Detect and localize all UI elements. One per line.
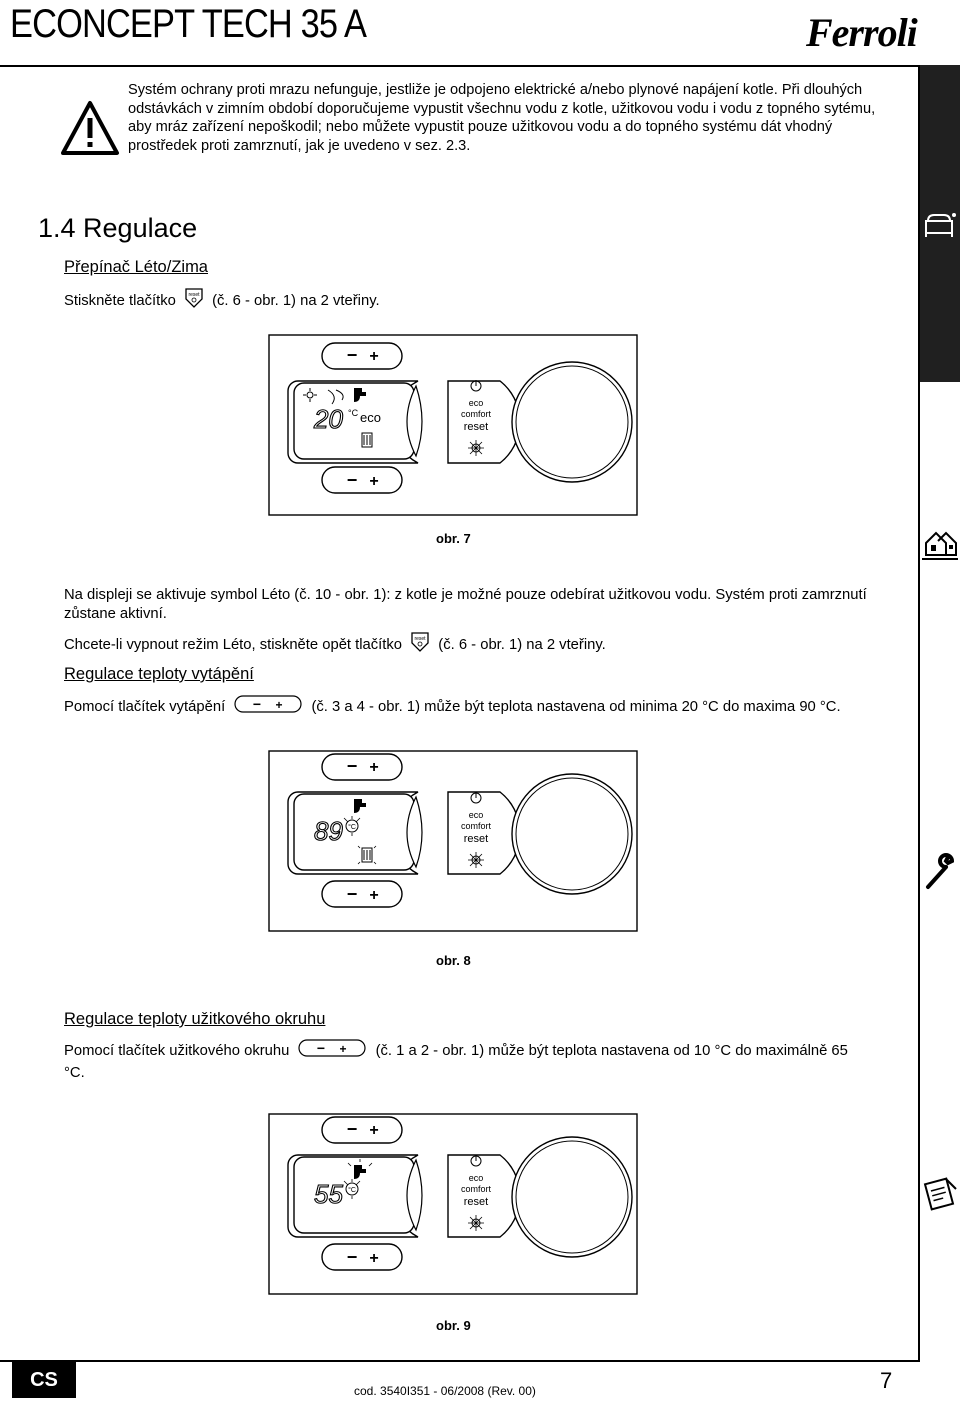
dhw-plus-label: + bbox=[369, 887, 379, 904]
off-text-before: Chcete-li vypnout režim Léto, stiskněte opět tlačítko bbox=[64, 636, 403, 653]
heating-plus-label: + bbox=[369, 759, 379, 776]
dhw-minus-label: − bbox=[346, 884, 358, 904]
reset-button-glyph-2 bbox=[410, 631, 430, 653]
heating-plus-label: + bbox=[369, 1122, 379, 1139]
control-panel-fig9 bbox=[268, 1113, 638, 1295]
side-tabs bbox=[918, 65, 960, 1362]
section-heading: 1.4 Regulace bbox=[38, 213, 198, 243]
summer-winter-heading: Přepínač Léto/Zima bbox=[64, 258, 208, 276]
reset-button-icon-2 bbox=[410, 631, 430, 659]
heating-text-after: (č. 3 a 4 - obr. 1) může být teplota nastavena od minima 20 °C do maxima 90 °C. bbox=[311, 698, 841, 715]
dhw-text-after: (č. 1 a 2 - obr. 1) může být teplota nastavena od 10 °C do maximálně 65 bbox=[375, 1042, 848, 1059]
dhw-temp-buttons[interactable] bbox=[322, 881, 402, 907]
dhw-regulation-heading: Regulace teploty užitkového okruhu bbox=[64, 1010, 326, 1028]
display-unit: °C bbox=[348, 824, 356, 831]
off-text-after: (č. 6 - obr. 1) na 2 vteřiny. bbox=[438, 636, 606, 653]
heating-minus-label: − bbox=[346, 756, 358, 776]
heating-plus-label: + bbox=[369, 348, 379, 365]
reset-label: reset bbox=[463, 421, 489, 433]
heating-minus-label: − bbox=[346, 345, 358, 365]
dhw-glyph-minus: − bbox=[317, 1040, 326, 1056]
display-digits: 20 bbox=[314, 404, 343, 434]
eco-label: eco bbox=[468, 398, 484, 408]
reset-label: reset bbox=[463, 833, 489, 845]
dhw-buttons-icon bbox=[297, 1038, 367, 1064]
page-number: 7 bbox=[880, 1368, 893, 1393]
document-title: ECONCEPT TECH 35 A bbox=[10, 2, 367, 46]
summer-winter-instruction bbox=[64, 287, 380, 315]
reset-button-icon bbox=[184, 287, 204, 315]
summer-winter-icon bbox=[468, 440, 484, 456]
reset-button-glyph-2-label: reset bbox=[414, 636, 426, 642]
figure-caption-7: obr. 7 bbox=[436, 531, 471, 546]
ferroli-logo bbox=[806, 4, 917, 59]
display-digits: 55 bbox=[314, 1179, 343, 1209]
display-mode-label: eco bbox=[360, 410, 381, 425]
heating-temp-buttons[interactable] bbox=[322, 343, 402, 369]
svg-text:Ferroli: Ferroli bbox=[806, 10, 917, 55]
summer-winter-icon bbox=[468, 852, 484, 868]
heating-regulation-heading: Regulace teploty vytápění bbox=[64, 665, 254, 683]
reset-label: reset bbox=[463, 1196, 489, 1208]
heating-temp-buttons[interactable] bbox=[322, 754, 402, 780]
eco-label: eco bbox=[468, 810, 484, 820]
house-installation-icon bbox=[922, 525, 958, 561]
wrench-icon bbox=[922, 855, 958, 891]
dhw-plus-label: + bbox=[369, 1250, 379, 1267]
dhw-temp-buttons[interactable] bbox=[322, 467, 402, 493]
instruction-text-before: Stiskněte tlačítko bbox=[64, 292, 176, 309]
header-rule bbox=[0, 65, 918, 67]
dhw-glyph-plus: + bbox=[339, 1042, 347, 1056]
comfort-label: comfort bbox=[460, 409, 492, 419]
display-unit: °C bbox=[348, 408, 359, 418]
heating-minus-label: − bbox=[346, 1119, 358, 1139]
display-digits: 89 bbox=[314, 816, 343, 846]
control-panel-fig7 bbox=[268, 334, 638, 516]
control-panel-fig8 bbox=[268, 750, 638, 932]
figure-caption-8: obr. 8 bbox=[436, 953, 471, 968]
dhw-minus-label: − bbox=[346, 470, 358, 490]
warning-triangle-icon bbox=[60, 100, 120, 156]
instruction-text-after: (č. 6 - obr. 1) na 2 vteřiny. bbox=[212, 292, 380, 309]
heating-buttons-icon bbox=[233, 694, 303, 720]
dhw-temp-buttons[interactable] bbox=[322, 1244, 402, 1270]
heating-buttons-glyph bbox=[233, 694, 303, 714]
dhw-minus-label: − bbox=[346, 1247, 358, 1267]
dhw-regulation-text bbox=[64, 1038, 904, 1083]
comfort-label: comfort bbox=[460, 1184, 492, 1194]
summer-mode-off-instruction bbox=[64, 631, 606, 659]
figure-caption-9: obr. 9 bbox=[436, 1318, 471, 1333]
dhw-buttons-glyph bbox=[297, 1038, 367, 1058]
language-badge: CS bbox=[12, 1362, 76, 1398]
heating-glyph-minus: − bbox=[253, 696, 262, 712]
reset-button-glyph-label: reset bbox=[188, 292, 200, 298]
heating-glyph-plus: + bbox=[275, 698, 283, 712]
footer-rule bbox=[0, 1360, 918, 1362]
frost-protection-warning: Systém ochrany proti mrazu nefunguje, jestliže je odpojeno elektrické a/nebo plynové napájení kotle. Při dlouhých odstávkách v zimním období doporučujeme vypustit všechnu vodu z kotle, užitkovou vodu i vodu z topného sytému, aby mráz zařízení nepoškodil; nebo můžete vypustit pouze užitkovou vodu a do topného systému dát vhodný prostředek proti zamrznutí, jak je uvedeno v sez. 2.3. bbox=[128, 82, 876, 154]
clipboard-icon bbox=[922, 1175, 958, 1211]
comfort-label: comfort bbox=[460, 821, 492, 831]
summer-mode-description: Na displeji se aktivuje symbol Léto (č. 10 - obr. 1): z kotle je možné pouze odebírat užitkovou vodu. Systém proti zamrznutí zůstane aktivní. bbox=[64, 587, 867, 622]
dhw-plus-label: + bbox=[369, 473, 379, 490]
display-unit: °C bbox=[348, 1187, 356, 1194]
ferroli-logo-graphic bbox=[806, 4, 917, 55]
dhw-text-end: °C. bbox=[64, 1065, 85, 1081]
heating-text-before: Pomocí tlačítek vytápění bbox=[64, 698, 226, 715]
heating-regulation-text bbox=[64, 694, 841, 720]
user-armchair-icon bbox=[922, 207, 958, 243]
document-code: cod. 3540I351 - 06/2008 (Rev. 00) bbox=[354, 1384, 536, 1398]
eco-label: eco bbox=[468, 1173, 484, 1183]
heating-temp-buttons[interactable] bbox=[322, 1117, 402, 1143]
reset-button-glyph bbox=[184, 287, 204, 309]
dhw-text-before: Pomocí tlačítek užitkového okruhu bbox=[64, 1042, 290, 1059]
summer-winter-icon bbox=[468, 1215, 484, 1231]
